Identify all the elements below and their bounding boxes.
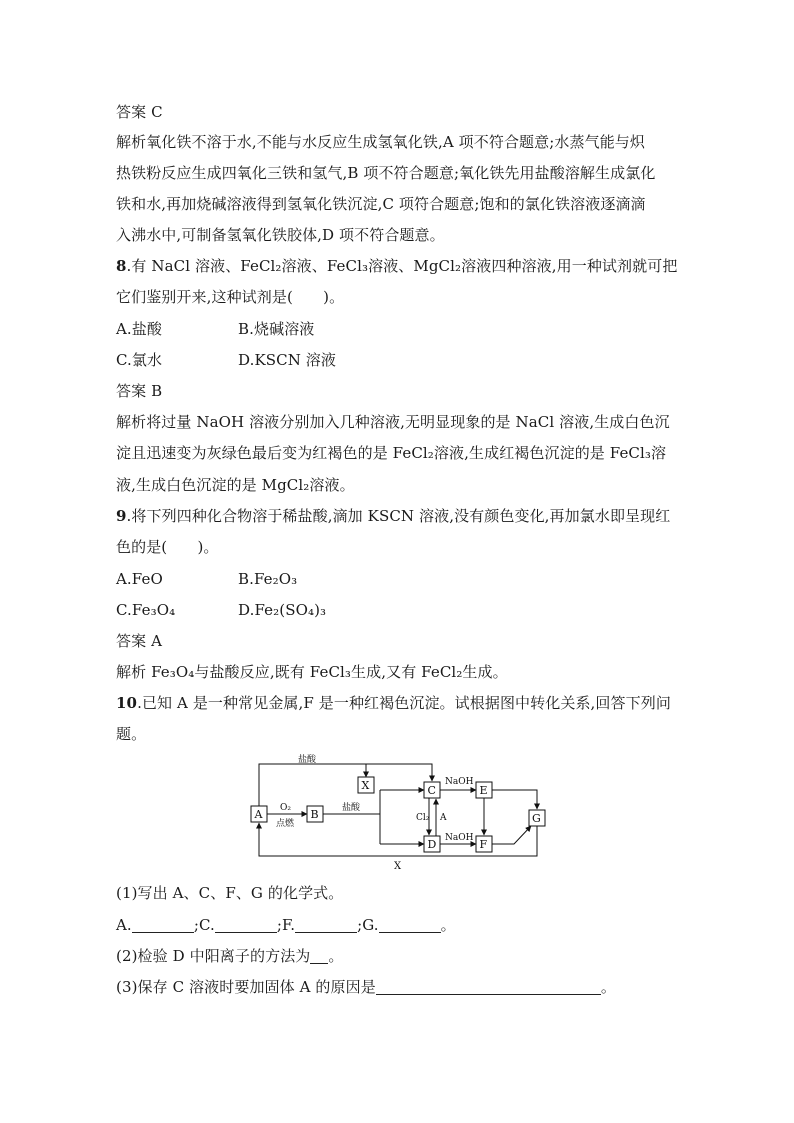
ignite-label: 点燃 (276, 819, 295, 829)
q10-sub2: (2)检验 D 中阳离子的方法为 。 (116, 947, 344, 965)
q8-stem-line: 8.有 NaCl 溶液、FeCl₂溶液、FeCl₃溶液、MgCl₂溶液四种溶液,用一种试剂就可把 (116, 257, 678, 275)
box-f (476, 836, 492, 852)
q9-stem-line: 色的是( )。 (116, 538, 219, 556)
q7-explanation-line: 入沸水中,可制备氢氧化铁胶体,D 项不符合题意。 (116, 226, 445, 244)
blank-a[interactable] (132, 917, 194, 933)
hcl-label: 盐酸 (342, 803, 361, 813)
arrow-a-to-c (259, 764, 432, 806)
q8-option-a: A.盐酸 (116, 320, 163, 338)
q10-fill-line: A. ;C. ;F. ;G. 。 (116, 916, 456, 934)
q10-sub1: (1)写出 A、C、F、G 的化学式。 (116, 884, 344, 902)
blank-reason[interactable] (376, 979, 601, 995)
blank-c[interactable] (215, 917, 277, 933)
arrow-f-to-g (492, 826, 531, 844)
bottom-x-label: X (394, 861, 402, 872)
box-b (307, 806, 323, 822)
q10-number: 10 (116, 694, 138, 712)
q9-option-b: B.Fe₂O₃ (238, 570, 298, 588)
box-a (251, 806, 267, 822)
naoh-label-bottom: NaOH (445, 833, 474, 843)
svg-text:B: B (310, 808, 319, 821)
q7-explanation-line: 铁和水,再加烧碱溶液得到氢氧化铁沉淀,C 项符合题意;饱和的氯化铁溶液逐滴滴 (116, 195, 646, 213)
q9-number: 9 (116, 507, 127, 525)
q7-answer: 答案 C (116, 103, 163, 121)
q8-explanation-line: 液,生成白色沉淀的是 MgCl₂溶液。 (116, 476, 355, 494)
box-c (424, 782, 440, 798)
svg-text:F: F (479, 838, 488, 851)
arrow-e-to-g (492, 790, 537, 809)
svg-text:X: X (361, 779, 370, 792)
q8-stem-line: 它们鉴别开来,这种试剂是( )。 (116, 288, 345, 306)
box-g (529, 810, 545, 826)
svg-text:D: D (427, 838, 437, 851)
blank-f[interactable] (295, 917, 357, 933)
arrow-g-to-a (259, 823, 537, 856)
svg-text:A: A (254, 808, 263, 821)
q8-explanation-line: 解析将过量 NaOH 溶液分别加入几种溶液,无明显现象的是 NaCl 溶液,生成白色沉 (116, 413, 670, 431)
reaction-diagram (240, 752, 560, 874)
blank-g[interactable] (379, 917, 441, 933)
q9-option-c: C.Fe₃O₄ (116, 601, 176, 619)
svg-text:C: C (427, 784, 436, 797)
top-hcl-label: 盐酸 (298, 755, 317, 765)
svg-text:E: E (479, 784, 488, 797)
q7-explanation-line: 解析氧化铁不溶于水,不能与水反应生成氢氧化铁,A 项不符合题意;水蒸气能与炽 (116, 133, 645, 151)
q10-stem-line: 题。 (116, 725, 147, 743)
q9-stem-line: 9.将下列四种化合物溶于稀盐酸,滴加 KSCN 溶液,没有颜色变化,再加氯水即呈现红 (116, 507, 671, 525)
box-e (476, 782, 492, 798)
q8-option-b: B.烧碱溶液 (238, 320, 315, 338)
cl2-label: Cl₂ (416, 813, 430, 823)
q8-answer: 答案 B (116, 382, 163, 400)
box-d (424, 836, 440, 852)
naoh-label-top: NaOH (445, 777, 474, 787)
q9-explanation: 解析 Fe₃O₄与盐酸反应,既有 FeCl₃生成,又有 FeCl₂生成。 (116, 663, 508, 681)
q10-sub3: (3)保存 C 溶液时要加固体 A 的原因是 。 (116, 978, 616, 996)
a-reagent-label: A (440, 813, 447, 823)
q8-option-c: C.氯水 (116, 351, 163, 369)
q8-option-d: D.KSCN 溶液 (238, 351, 337, 369)
q8-number: 8 (116, 257, 127, 275)
svg-text:G: G (532, 812, 541, 825)
blank-d-method[interactable] (310, 948, 328, 964)
q9-answer: 答案 A (116, 632, 163, 650)
q7-explanation-line: 热铁粉反应生成四氧化三铁和氢气,B 项不符合题意;氧化铁先用盐酸溶解生成氯化 (116, 164, 656, 182)
box-x (358, 777, 374, 793)
q9-option-d: D.Fe₂(SO₄)₃ (238, 601, 327, 619)
o2-label: O₂ (280, 803, 291, 813)
q8-explanation-line: 淀且迅速变为灰绿色最后变为红褐色的是 FeCl₂溶液,生成红褐色沉淀的是 FeCl₃溶 (116, 444, 667, 462)
q9-option-a: A.FeO (116, 570, 163, 588)
q10-stem-line: 10.已知 A 是一种常见金属,F 是一种红褐色沉淀。试根据图中转化关系,回答下列问 (116, 694, 671, 712)
